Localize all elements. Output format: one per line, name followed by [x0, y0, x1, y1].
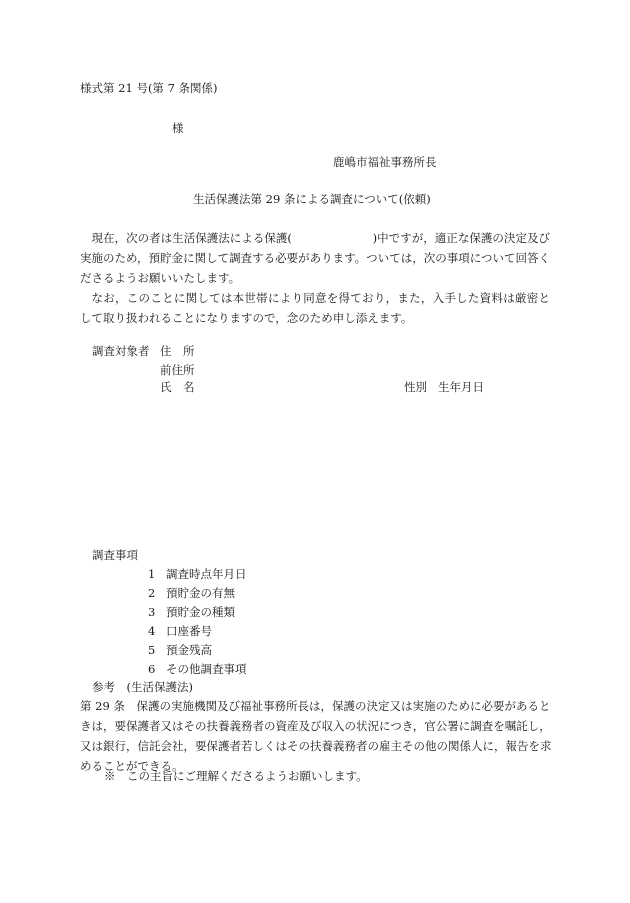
note-mark: ※ [104, 769, 116, 783]
address-label: 住 所 [160, 344, 195, 358]
birthdate-label: 生年月日 [438, 380, 484, 394]
list-item: 2 預貯金の有無 [148, 586, 235, 600]
form-number: 様式第 21 号(第 7 条関係) [80, 81, 218, 95]
list-item: 1 調査時点年月日 [148, 567, 247, 581]
reference-heading: 参考 (生活保護法) [92, 680, 193, 694]
items-heading: 調査事項 [92, 548, 138, 562]
list-item: 3 預貯金の種類 [148, 605, 235, 619]
body-paragraph-1: 現在，次の者は生活保護法による保護( )中ですが，適正な保護の決定及び実施のため，預貯金に関して調査する必要があります。ついては，次の事項について回答くださるようお願いいたします。 [80, 231, 550, 285]
list-item: 6 その他調査事項 [148, 662, 247, 676]
note-text: この主旨にご理解くださるようお願いします。 [127, 769, 368, 783]
article-text: 保護の実施機関及び福祉事務所長は，保護の決定又は実施のために必要があるときは，要保護者又はその扶養義務者の資産及び収入の状況につき，官公署に調査を嘱託し，又は銀行，信託会社，要保護者若しくはその扶養義務者の雇主その他の関係人に，報告を求めることができる。 [80, 699, 552, 773]
reference-article [80, 696, 555, 776]
article-label: 第 29 条 [80, 699, 125, 713]
addressee-suffix: 様 [172, 121, 184, 135]
list-item: 4 口座番号 [148, 624, 212, 638]
document-title: 生活保護法第 29 条による調査について(依頼) [193, 192, 431, 206]
name-label: 氏 名 [160, 380, 195, 394]
list-item: 5 預金残高 [148, 643, 212, 657]
gender-label: 性別 [404, 380, 427, 394]
body-paragraph-2: なお，このことに関しては本世帯により同意を得ており，また，入手した資料は厳密として取り扱われることになりますので，念のため申し添えます。 [80, 291, 550, 325]
sender-name: 鹿嶋市福祉事務所長 [333, 155, 437, 169]
prev-address-label: 前住所 [160, 363, 195, 377]
note [104, 768, 368, 784]
subject-heading: 調査対象者 [92, 344, 150, 358]
